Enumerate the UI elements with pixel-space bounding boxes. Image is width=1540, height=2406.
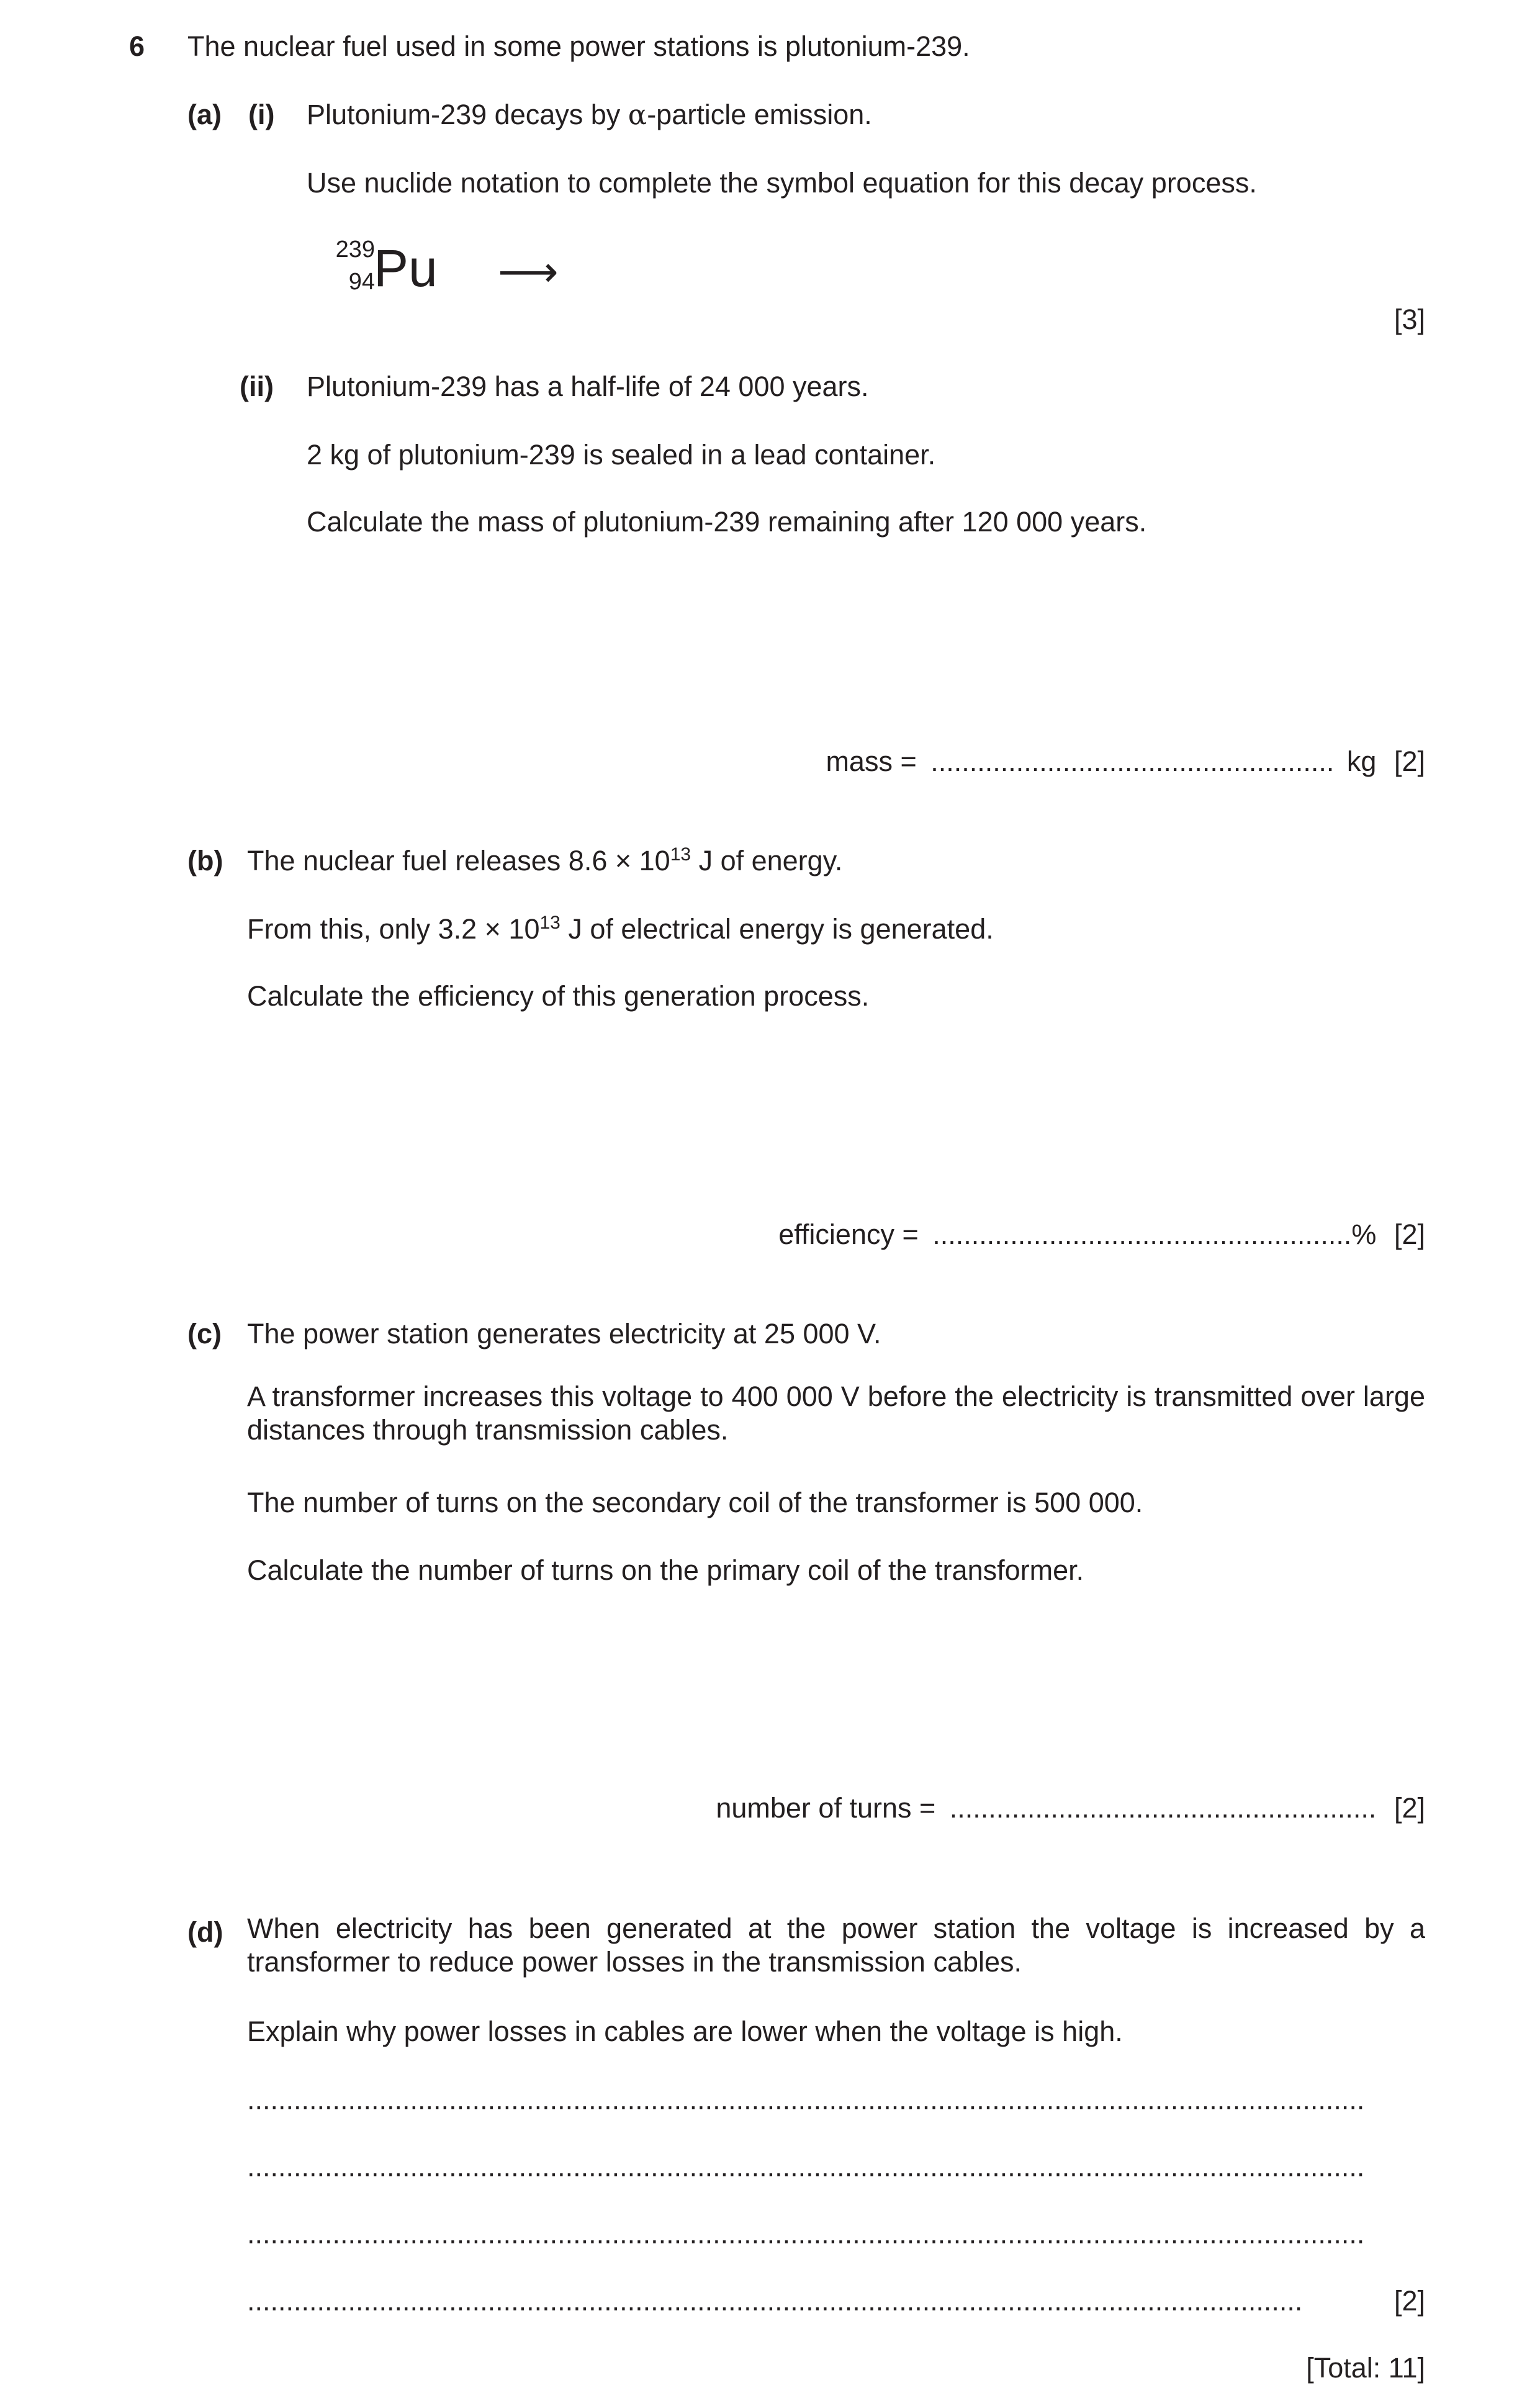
part-b-line3: Calculate the efficiency of this generation process. bbox=[247, 980, 870, 1012]
nuclide-symbol: Pu bbox=[374, 239, 438, 297]
efficiency-answer-field[interactable]: ...................................................... bbox=[932, 1219, 1352, 1250]
part-d-line2: Explain why power losses in cables are lower when the voltage is high. bbox=[247, 2016, 1123, 2047]
nuclide-mass-number: 239 bbox=[335, 237, 375, 263]
efficiency-answer-label: efficiency = bbox=[778, 1219, 919, 1250]
turns-answer-row bbox=[716, 1791, 1425, 1825]
part-b-label: (b) bbox=[187, 845, 223, 876]
answer-line-3[interactable]: ................................................................................................................................................ bbox=[247, 2218, 1365, 2250]
part-a-ii-label: (ii) bbox=[240, 371, 274, 402]
part-b-line2: From this, only $3.2 \times 10^{13}$ J of electrical energy is generated. bbox=[247, 912, 994, 945]
part-a-i-marks: [3] bbox=[1394, 304, 1425, 335]
part-a-i-line1: Plutonium-239 decays by α-particle emission. bbox=[307, 98, 872, 131]
question-number: 6 bbox=[129, 30, 145, 62]
part-b-line1: The nuclear fuel releases $8.6 \times 10^{13}$ J of energy. bbox=[247, 844, 843, 876]
answer-line-4[interactable]: ........................................................................................................................................ bbox=[247, 2285, 1303, 2317]
reaction-arrow: ⟶ bbox=[498, 248, 559, 297]
part-c-line4: Calculate the number of turns on the primary coil of the transformer. bbox=[247, 1554, 1084, 1586]
part-d-marks: [2] bbox=[1394, 2285, 1425, 2317]
part-a-i-label: (i) bbox=[248, 99, 275, 130]
part-a-i-line2: Use nuclide notation to complete the symbol equation for this decay process. bbox=[307, 167, 1257, 199]
mass-answer-field[interactable]: .................................................... bbox=[930, 746, 1335, 777]
part-c-label: (c) bbox=[187, 1318, 222, 1349]
part-d-line1: When electricity has been generated at the power station the voltage is increased by a transformer to reduce power losses in the transmission cables. bbox=[247, 1913, 1425, 1978]
part-c-line2: A transformer increases this voltage to 400 000 V before the electricity is transmitted over large distances through transmission cables. bbox=[247, 1381, 1425, 1446]
part-c-line1: The power station generates electricity at 25 000 V. bbox=[247, 1318, 881, 1349]
efficiency-answer-unit: % bbox=[1351, 1219, 1377, 1250]
part-d-label: (d) bbox=[187, 1916, 223, 1948]
answer-line-2[interactable]: ................................................................................................................................................ bbox=[247, 2151, 1365, 2183]
part-b-marks: [2] bbox=[1394, 1219, 1425, 1250]
turns-answer-field[interactable]: ....................................................... bbox=[949, 1792, 1377, 1824]
alpha-symbol: α bbox=[628, 98, 647, 131]
mass-answer-unit: kg bbox=[1346, 746, 1377, 777]
part-a-ii-marks: [2] bbox=[1394, 746, 1425, 777]
part-a-ii-line3: Calculate the mass of plutonium-239 remaining after 120 000 years. bbox=[307, 506, 1147, 538]
part-c-marks: [2] bbox=[1394, 1792, 1425, 1824]
efficiency-answer-row bbox=[778, 1218, 1425, 1251]
turns-answer-label: number of turns = bbox=[716, 1792, 936, 1824]
answer-line-1[interactable]: ................................................................................................................................................ bbox=[247, 2084, 1365, 2115]
nuclide-numbers bbox=[317, 236, 375, 304]
nuclide-atomic-number: 94 bbox=[348, 269, 375, 295]
part-a-ii-line1: Plutonium-239 has a half-life of 24 000 years. bbox=[307, 371, 869, 402]
mass-answer-row bbox=[826, 745, 1425, 778]
part-c-line3: The number of turns on the secondary coil of the transformer is 500 000. bbox=[247, 1487, 1143, 1518]
mass-answer-label: mass = bbox=[826, 746, 917, 777]
part-a-ii-line2: 2 kg of plutonium-239 is sealed in a lead container. bbox=[307, 439, 936, 471]
question-total: [Total: 11] bbox=[1306, 2352, 1425, 2384]
question-intro: The nuclear fuel used in some power stations is plutonium-239. bbox=[187, 30, 970, 62]
part-a-label: (a) bbox=[187, 99, 222, 130]
